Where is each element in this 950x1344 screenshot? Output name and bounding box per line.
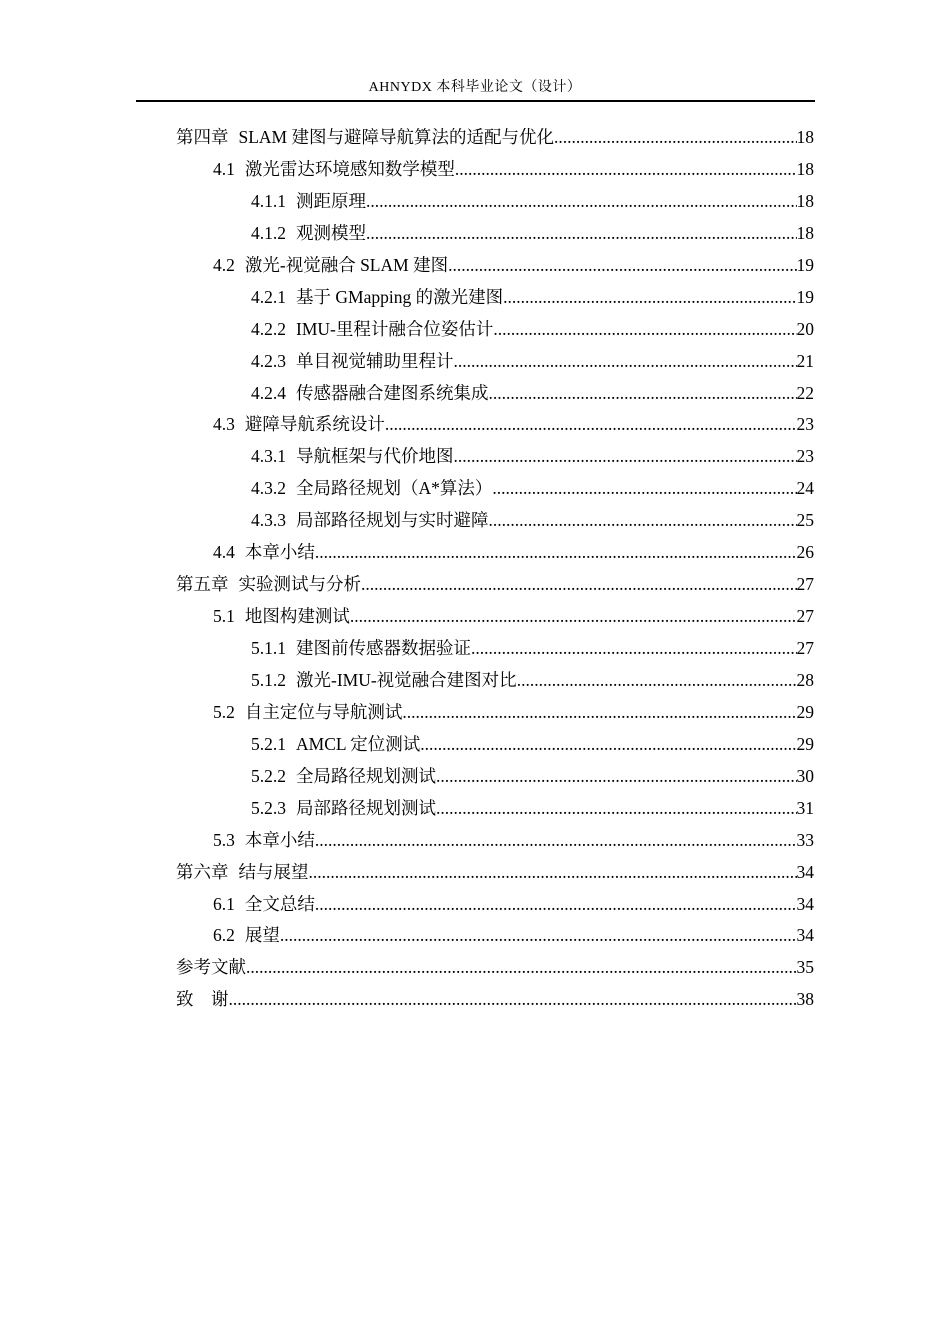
toc-entry-title: AMCL 定位测试 [296,733,421,754]
toc-dot-leader [361,569,797,601]
toc-entry-title: 测距原理 [296,190,366,211]
toc-entry-title: 全局路径规划（A*算法） [296,478,493,499]
toc-entry[interactable] [176,984,814,1016]
toc-dot-leader [309,857,797,889]
toc-entry-number: 5.3 [213,829,235,850]
toc-entry[interactable] [176,857,814,889]
toc-dot-leader [471,633,797,665]
toc-entry[interactable] [176,378,814,410]
toc-entry-page-number: 27 [796,574,814,595]
toc-entry[interactable] [176,601,814,633]
toc-entry-title: IMU-里程计融合位姿估计 [296,318,494,339]
toc-entry-page-number: 22 [796,382,814,403]
toc-entry-number: 4.3.1 [251,446,286,467]
toc-entry[interactable] [176,505,814,537]
toc-entry-title: 建图前传感器数据验证 [296,638,471,658]
toc-entry-title: 导航框架与代价地图 [296,446,454,467]
toc-entry[interactable] [176,154,814,186]
toc-entry-page-number: 35 [796,957,814,978]
toc-entry[interactable] [176,441,814,473]
toc-entry-number: 4.2.3 [251,350,286,371]
toc-entry[interactable] [176,825,814,857]
toc-dot-leader [554,122,797,154]
toc-entry-title: 激光-IMU-视觉融合建图对比 [296,669,517,690]
toc-entry-title: 结与展望 [238,861,309,882]
toc-dot-leader [315,537,797,569]
toc-entry-page-number: 23 [796,414,814,435]
toc-entry-number: 6.1 [213,893,235,914]
toc-entry[interactable] [176,761,814,793]
toc-dot-leader [489,505,797,537]
toc-entry-title: 观测模型 [296,222,366,243]
table-of-contents [176,122,814,1016]
toc-entry-page-number: 30 [796,765,814,786]
toc-entry-page-number: 18 [796,158,814,179]
toc-dot-leader [448,250,796,282]
toc-entry-page-number: 34 [796,925,814,946]
toc-entry-page-number: 34 [796,893,814,914]
toc-entry-number: 5.2.1 [251,733,286,754]
toc-dot-leader [315,889,797,921]
toc-entry-number: 4.2.1 [251,286,286,307]
toc-dot-leader [315,825,797,857]
toc-entry-number: 第六章 [176,861,229,882]
toc-entry-title: 参考文献 [176,957,246,978]
toc-entry[interactable] [176,250,814,282]
toc-dot-leader [420,729,796,761]
toc-entry-title: 本章小结 [244,829,315,850]
toc-entry-title: 激光-视觉融合 SLAM 建图 [244,254,449,275]
toc-entry-number: 5.2.2 [251,765,286,786]
toc-entry-number: 5.2 [213,701,235,722]
toc-entry-title: 传感器融合建图系统集成 [296,382,489,403]
toc-entry-number: 4.1 [213,158,235,179]
toc-entry-page-number: 19 [796,286,814,307]
toc-entry-title: 局部路径规划测试 [296,797,436,818]
toc-entry[interactable] [176,218,814,250]
toc-entry-number: 5.1.2 [251,669,286,690]
toc-entry[interactable] [176,793,814,825]
toc-entry-page-number: 29 [796,733,814,754]
toc-entry-title: 地图构建测试 [244,606,350,627]
toc-entry-number: 4.1.2 [251,222,286,243]
toc-dot-leader [493,314,796,346]
toc-dot-leader [280,920,797,952]
toc-dot-leader [436,761,797,793]
running-header: AHNYDX 本科毕业论文（设计） [368,80,582,95]
toc-dot-leader [454,346,797,378]
toc-entry-title: 本章小结 [244,542,315,563]
toc-entry-page-number: 28 [796,669,814,690]
toc-dot-leader [385,409,797,441]
toc-entry-page-number: 18 [796,127,814,147]
toc-entry-number: 5.1.1 [251,638,286,658]
toc-entry-number: 4.3.2 [251,478,286,499]
toc-entry-page-number: 19 [796,254,814,275]
toc-entry-page-number: 24 [796,478,814,499]
toc-entry[interactable] [176,537,814,569]
toc-entry-title: 全文总结 [244,893,315,914]
toc-entry-number: 第五章 [176,574,229,595]
toc-entry-number: 第四章 [176,127,229,147]
toc-entry-page-number: 20 [796,318,814,339]
toc-entry[interactable] [176,889,814,921]
toc-dot-leader [350,601,797,633]
toc-entry-title: SLAM 建图与避障导航算法的适配与优化 [238,127,554,147]
toc-dot-leader [454,441,797,473]
toc-entry[interactable] [176,665,814,697]
toc-dot-leader [366,218,797,250]
toc-entry-title: 全局路径规划测试 [296,765,436,786]
toc-entry-page-number: 21 [796,350,814,371]
toc-dot-leader [492,473,796,505]
toc-entry-page-number: 27 [796,606,814,627]
toc-entry[interactable] [176,346,814,378]
toc-dot-leader [503,282,796,314]
toc-entry-page-number: 29 [796,701,814,722]
toc-entry-page-number: 38 [796,989,814,1010]
toc-entry-number: 5.1 [213,606,235,627]
toc-entry[interactable] [176,122,814,154]
toc-entry[interactable] [176,314,814,346]
toc-dot-leader [489,378,797,410]
toc-entry-page-number: 18 [796,222,814,243]
toc-dot-leader [366,186,797,218]
toc-entry-page-number: 33 [796,829,814,850]
toc-entry-page-number: 27 [796,638,814,658]
toc-entry-title: 避障导航系统设计 [244,414,385,435]
toc-entry-title: 激光雷达环境感知数学模型 [244,158,455,179]
toc-entry[interactable] [176,920,814,952]
toc-entry-title: 基于 GMapping 的激光建图 [296,286,504,307]
header-rule [136,100,815,102]
toc-entry-page-number: 25 [796,510,814,531]
toc-dot-leader [436,793,797,825]
toc-entry[interactable] [176,633,814,665]
toc-entry-title: 致 谢 [176,989,229,1010]
toc-entry-number: 4.2.4 [251,382,286,403]
toc-entry-number: 4.3.3 [251,510,286,531]
toc-entry[interactable] [176,409,814,441]
toc-entry[interactable] [176,186,814,218]
toc-entry-title: 展望 [244,925,280,946]
toc-entry[interactable] [176,952,814,984]
toc-entry-page-number: 18 [796,190,814,211]
toc-entry-page-number: 34 [796,861,814,882]
toc-entry-number: 4.2 [213,254,235,275]
toc-entry-title: 实验测试与分析 [238,574,361,595]
toc-entry[interactable] [176,282,814,314]
toc-entry-number: 4.2.2 [251,318,286,339]
toc-entry-number: 4.3 [213,414,235,435]
toc-entry-title: 单目视觉辅助里程计 [296,350,454,371]
toc-dot-leader [246,952,797,984]
toc-entry-page-number: 31 [796,797,814,818]
toc-dot-leader [517,665,797,697]
toc-entry-number: 4.1.1 [251,190,286,211]
toc-entry[interactable] [176,569,814,601]
toc-dot-leader [402,697,796,729]
toc-entry-number: 4.4 [213,542,235,563]
toc-entry[interactable] [176,473,814,505]
toc-entry-number: 5.2.3 [251,797,286,818]
toc-entry-title: 自主定位与导航测试 [244,701,403,722]
toc-entry-page-number: 26 [796,542,814,563]
toc-entry[interactable] [176,729,814,761]
toc-entry-page-number: 23 [796,446,814,467]
toc-entry-number: 6.2 [213,925,235,946]
toc-entry-title: 局部路径规划与实时避障 [296,510,489,531]
toc-entry[interactable] [176,697,814,729]
toc-dot-leader [455,154,797,186]
toc-dot-leader [229,984,797,1016]
